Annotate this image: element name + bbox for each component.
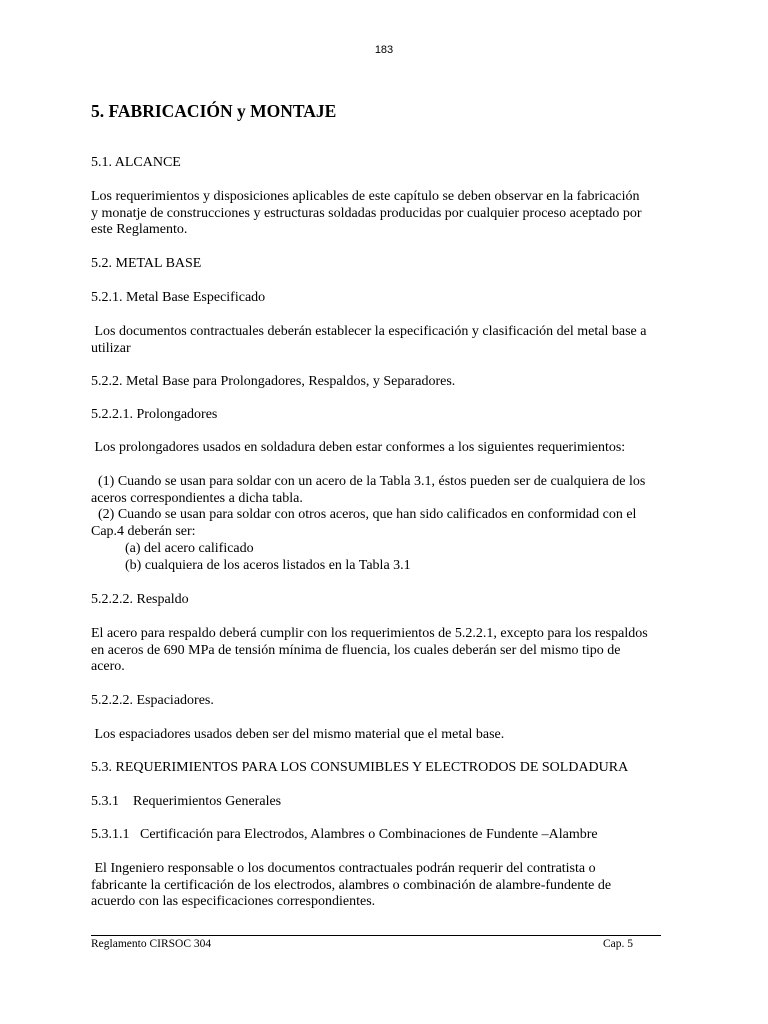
section-5-3-1-1-paragraph [91, 861, 716, 911]
section-heading-5-3-1-1: 5.3.1.1 Certificación para Electrodos, Alambres o Combinaciones de Fundente –Alambre [91, 827, 598, 842]
footer-divider [91, 935, 661, 936]
section-5-2-2-1-paragraph: Los prolongadores usados en soldadura deben estar conformes a los siguientes requerimientos: [91, 440, 626, 455]
list-item-2-line-1: (2) Cuando se usan para soldar con otros aceros, que han sido calificados en conformidad con el [91, 507, 637, 523]
text-line: y monatje de construcciones y estructuras soldadas producidas por cualquier proceso aceptado por [91, 205, 642, 221]
section-heading-5-2: 5.2. METAL BASE [91, 256, 202, 271]
text-line: El Ingeniero responsable o los documentos contractuales podrán requerir del contratista o [91, 861, 596, 876]
page-number: 183 [374, 44, 394, 56]
section-5-2-1-paragraph [91, 324, 716, 357]
text-line: fabricante la certificación de los electrodos, alambres o combinación de alambre-fundente de [91, 877, 612, 893]
text-line: en aceros de 690 MPa de tensión mínima de fluencia, los cuales deberán ser del mismo tipo de [91, 642, 621, 658]
section-heading-5-3-1: 5.3.1 Requerimientos Generales [91, 794, 282, 809]
section-heading-5-2-2-1: 5.2.2.1. Prolongadores [91, 407, 218, 422]
text-line: utilizar [91, 340, 131, 356]
text-line: Los documentos contractuales deberán establecer la especificación y clasificación del metal base a [91, 324, 647, 339]
section-heading-5-1: 5.1. ALCANCE [91, 155, 181, 170]
list-item-1-line-2: aceros correspondientes a dicha tabla. [91, 490, 303, 506]
section-heading-5-2-1: 5.2.1. Metal Base Especificado [91, 290, 266, 305]
sub-item-a: (a) del acero calificado [125, 541, 254, 556]
section-5-2-2-2-paragraph [91, 626, 716, 676]
list-item-2-line-2: Cap.4 deberán ser: [91, 524, 196, 540]
espaciadores-paragraph: Los espaciadores usados deben ser del mismo material que el metal base. [91, 727, 505, 742]
footer-left: Reglamento CIRSOC 304 [91, 938, 212, 950]
text-line: Los requerimientos y disposiciones aplicables de este capítulo se deben observar en la fabricación [91, 189, 640, 204]
section-heading-5-3: 5.3. REQUERIMIENTOS PARA LOS CONSUMIBLES Y ELECTRODOS DE SOLDADURA [91, 760, 629, 775]
section-5-1-paragraph [91, 189, 716, 239]
sub-item-b: (b) cualquiera de los aceros listados en la Tabla 3.1 [125, 558, 411, 573]
requirements-list [91, 474, 716, 541]
text-line: acero. [91, 659, 125, 675]
chapter-title: 5. FABRICACIÓN y MONTAJE [91, 101, 337, 121]
section-heading-espaciadores: 5.2.2.2. Espaciadores. [91, 693, 214, 708]
section-heading-5-2-2-2: 5.2.2.2. Respaldo [91, 592, 189, 607]
text-line: este Reglamento. [91, 222, 188, 238]
text-line: El acero para respaldo deberá cumplir con los requerimientos de 5.2.2.1, excepto para los respaldos [91, 626, 648, 641]
footer-right: Cap. 5 [603, 938, 634, 950]
text-line: acuerdo con las especificaciones correspondientes. [91, 894, 376, 910]
section-heading-5-2-2: 5.2.2. Metal Base para Prolongadores, Respaldos, y Separadores. [91, 374, 456, 389]
list-item-1-line-1: (1) Cuando se usan para soldar con un acero de la Tabla 3.1, éstos pueden ser de cualquiera de los [91, 474, 646, 489]
